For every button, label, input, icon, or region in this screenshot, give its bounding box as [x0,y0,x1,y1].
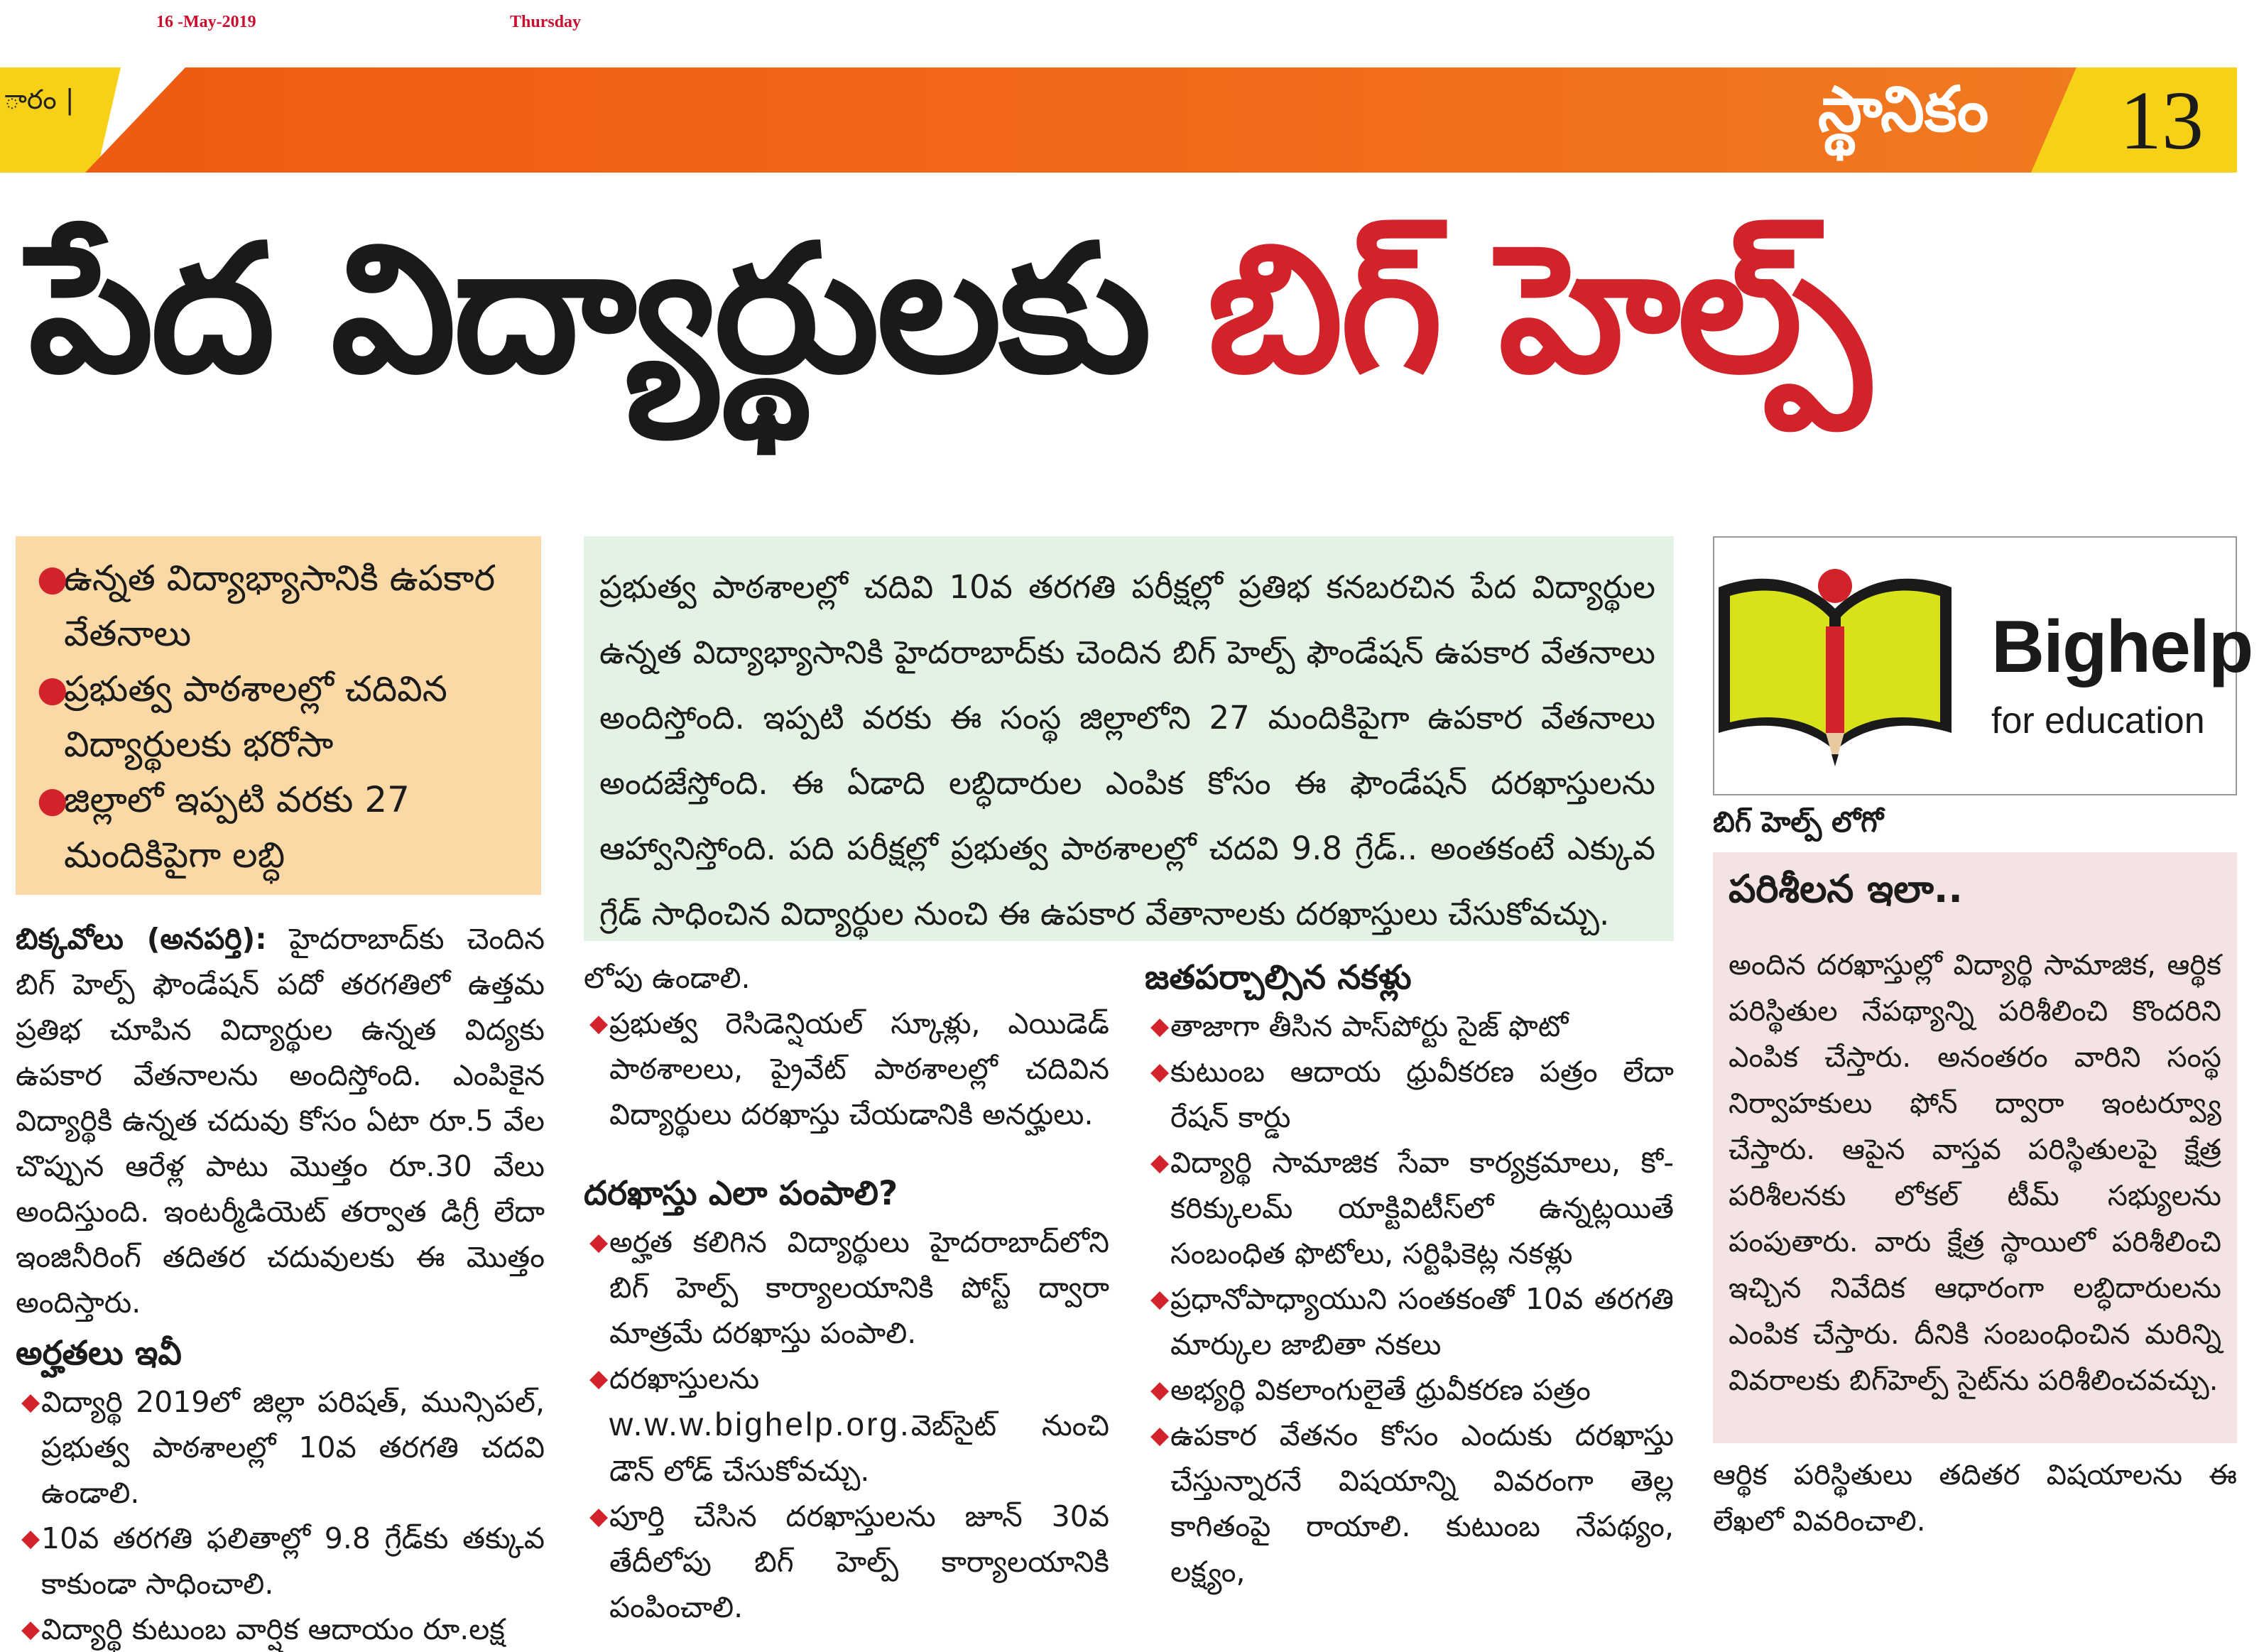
diamond-bullet-icon: ◆ [1150,1421,1170,1450]
list-item: ◆ విద్యార్థి 2019లో జిల్లా పరిషత్, మున్సిపల్, ప్రభుత్వ పాఠశాలల్లో 10వ తరగతి చదవి ఉండాలి. [16,1379,545,1516]
diamond-bullet-icon: ◆ [1150,1148,1170,1177]
page-number: 13 [2120,74,2204,167]
list-item: ◆ విద్యార్థి కుటుంబ వార్షిక ఆదాయం రూ.లక్ష [16,1607,545,1652]
diamond-bullet-icon: ◆ [21,1524,40,1553]
list-item: ◆ 10వ తరగతి ఫలితాల్లో 9.8 గ్రేడ్‌కు తక్కువ కాకుండా సాధించాలి. [16,1516,545,1607]
logo-tagline: for education [1991,700,2205,741]
column-2 [584,955,1109,1630]
lead-paragraph: బిక్కవోలు (అనపర్తి): హైదరాబాద్‌కు చెందిన బిగ్ హెల్ప్ ఫౌండేషన్ పదో తరగతిలో ఉత్తమ ప్రతిభ చూపిన విద్యార్థుల ఉన్నత విద్యకు ఉపకార వేతనాలను అందిస్తోంది. ఎంపికైన విద్యార్థికి ఉన్నత చదువు కోసం ఏటా రూ.5 వేల చొప్పున ఆరేళ్ల పాటు మొత్తం రూ.30 వేలు అందిస్తుంది. ఇంటర్మీడియెట్ తర్వాత డిగ్రీ లేదా ఇంజినీరింగ్ తదితర చదువులకు ఈ మొత్తం అందిస్తారు. [16,922,545,1320]
eligibility-heading: అర్హతలు ఇవీ [16,1334,182,1373]
headline-part2: బిగ్ హెల్ప్ [1207,207,1868,412]
list-item: ◆ దరఖాస్తులను w.w.w.bighelp.org.వెబ్‌సైట్ నుంచి డౌన్ లోడ్ చేసుకోవచ్చు. [584,1356,1109,1494]
column-3 [1145,955,1674,1594]
list-item: ◆ విద్యార్థి సామాజిక సేవా కార్యక్రమాలు, కో-కరిక్కులమ్ యాక్టివిటీస్‌లో ఉన్నట్లయితే సంబంధిత ఫొటోలు, సర్టిఫికెట్ల నకళ్లు [1145,1140,1674,1276]
diamond-bullet-icon: ◆ [589,1228,609,1256]
list-item: ◆ తాజాగా తీసిన పాస్‌పోర్టు సైజ్ ఫొటో [1145,1004,1674,1049]
highlights-box [16,536,541,895]
highlight-item: ● జిల్లాలో ఇప్పటి వరకు 27 మందికిపైగా లబ్ధి [37,772,520,883]
training-heading: పరిశీలన ఇలా.. [1729,866,1963,911]
continued-text: లోపు ఉండాలి. [584,961,751,995]
banner-left-fragment: ారం | [4,84,75,115]
diamond-bullet-icon: ◆ [1150,1058,1170,1086]
highlight-item: ● ప్రభుత్వ పాఠశాలల్లో చదివిన విద్యార్థులకు భరోసా [37,661,520,772]
bullet-icon: ● [37,779,68,820]
training-box [1713,852,2237,1443]
documents-heading: జతపర్చాల్సిన నకళ్లు [1145,958,1412,997]
diamond-bullet-icon: ◆ [589,1364,609,1393]
headline [28,207,1868,412]
diamond-bullet-icon: ◆ [21,1615,40,1643]
headline-part1: పేద విద్యార్థులకు [28,207,1207,412]
intro-text: ప్రభుత్వ పాఠశాలల్లో చదివి 10వ తరగతి పరీక్షల్లో ప్రతిభ కనబరచిన పేద విద్యార్థుల ఉన్నత విద్యాభ్యాసానికి హైదరాబాద్‌కు చెందిన బిగ్ హెల్ప్ ఫౌండేషన్ ఉపకార వేతనాలు అందిస్తోంది. ఇప్పటి వరకు ఈ సంస్థ జిల్లాలోని 27 మందికిపైగా ఉపకార వేతనాలు అందజేస్తోంది. ఈ ఏడాది లబ్ధిదారుల ఎంపిక కోసం ఈ ఫౌండేషన్ దరఖాస్తులను ఆహ్వానిస్తోంది. పది పరీక్షల్లో ప్రభుత్వ పాఠశాలల్లో చదవి 9.8 గ్రేడ్.. అంతకంటే ఎక్కువ గ్రేడ్ సాధించిన విద్యార్థుల నుంచి ఈ ఉపకార వేతానాలకు దరఖాస్తులు చేసుకోవచ్చు. [599,568,1655,933]
dateline: బిక్కవోలు (అనపర్తి): [16,922,267,956]
list-item: ◆ ప్రభుత్వ రెసిడెన్షియల్ స్కూళ్లు, ఎయిడెడ్ పాఠశాలలు, ప్రైవేట్ పాఠశాలల్లో చదివిన విద్యార్థులు దరఖాస్తు చేయడానికి అనర్హులు. [584,1001,1109,1137]
list-item: ◆ అర్హత కలిగిన విద్యార్థులు హైదరాబాద్‌లోని బిగ్ హెల్ప్ కార్యాలయానికి పోస్ట్ ద్వారా మాత్రమే దరఖాస్తు పంపాలి. [584,1219,1109,1356]
bullet-icon: ● [37,558,68,599]
intro-box [584,536,1674,941]
diamond-bullet-icon: ◆ [21,1388,40,1416]
issue-day: Thursday [510,13,582,31]
column-1 [16,916,545,1652]
section-title: స్థానికం [1818,72,1989,146]
right-tail-text: ఆర్థిక పరిస్థితులు తదితర విషయాలను ఈ లేఖలో వివరించాలి. [1713,1459,2237,1538]
diamond-bullet-icon: ◆ [1150,1285,1170,1313]
diamond-bullet-icon: ◆ [589,1502,609,1531]
logo-caption: బిగ్ హెల్ప్ లోగో [1713,806,1884,839]
list-item: ◆ కుటుంబ ఆదాయ ధ్రువీకరణ పత్రం లేదా రేషన్ కార్డు [1145,1049,1674,1140]
diamond-bullet-icon: ◆ [589,1009,609,1038]
how-to-apply-heading: దరఖాస్తు ఎలా పంపాలి? [584,1174,898,1213]
website-address: w.w.w.bighelp.org. [609,1406,911,1442]
diamond-bullet-icon: ◆ [1150,1012,1170,1040]
training-body: అందిన దరఖాస్తుల్లో విద్యార్థి సామాజిక, ఆర్థిక పరిస్థితుల నేపథ్యాన్ని పరిశీలించి కొందరిని ఎంపిక చేస్తారు. అనంతరం వారిని సంస్థ నిర్వాహకులు ఫోన్ ద్వారా ఇంటర్వ్యూ చేస్తారు. ఆపైన వాస్తవ పరిస్థితులపై క్షేత్ర పరిశీలనకు లోకల్ టీమ్ సభ్యులను పంపుతారు. వారు క్షేత్ర స్థాయిలో పరిశీలించి ఇచ్చిన నివేదిక ఆధారంగా లబ్ధిదారులను ఎంపిక చేస్తారు. దీనికి సంబంధించిన మరిన్ని వివరాలకు బిగ్‌హెల్ప్ సైట్‌ను పరిశీలించవచ్చు. [1729,949,2221,1397]
diamond-bullet-icon: ◆ [1150,1376,1170,1404]
list-item: ◆ అభ్యర్థి వికలాంగులైతే ధ్రువీకరణ పత్రం [1145,1367,1674,1413]
list-item: ◆ ఉపకార వేతనం కోసం ఎందుకు దరఖాస్తు చేస్తున్నారనే విషయాన్ని వివరంగా తెల్ల కాగితంపై రాయాలి. కుటుంబ నేపథ్యం, లక్ష్యం, [1145,1413,1674,1594]
bighelp-logo [1713,536,2253,795]
highlight-item: ● ఉన్నత విద్యాభ్యాసానికి ఉపకార వేతనాలు [37,550,520,661]
list-item: ◆ ప్రధానోపాధ్యాయుని సంతకంతో 10వ తరగతి మార్కుల జాబితా నకలు [1145,1276,1674,1367]
logo-name: Bighelp [1991,606,2253,688]
section-banner [85,67,2088,173]
bullet-icon: ● [37,668,68,710]
list-item: ◆ పూర్తి చేసిన దరఖాస్తులను జూన్ 30వ తేదీలోపు బిగ్ హెల్ప్ కార్యాలయానికి పంపించాలి. [584,1494,1109,1630]
issue-date: 16 -May-2019 [156,13,256,31]
